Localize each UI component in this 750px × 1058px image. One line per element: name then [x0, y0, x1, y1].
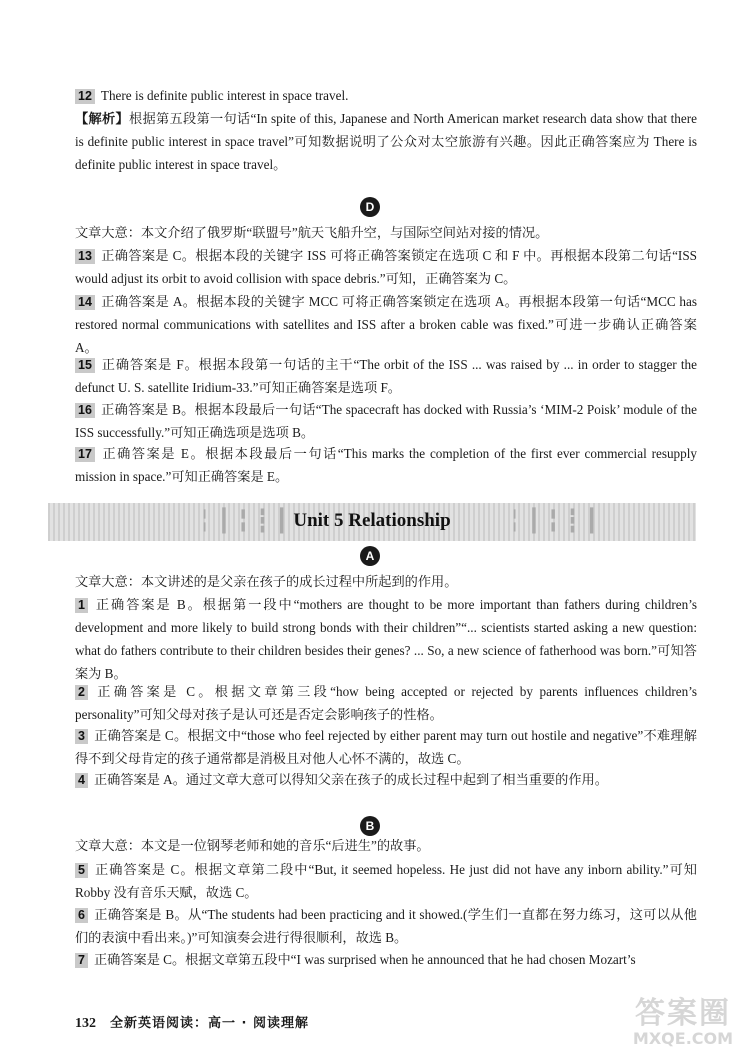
answer-text: 正确答案是 A。根据本段的关键字 MCC 可将正确答案锁定在选项 A。再根据本段第一句话“MCC has restored normal communications with satellites and ISS after a broken cable was fixed.”可进一步确认正确答案 A。 — [75, 294, 697, 355]
section-badge-b: B — [360, 816, 380, 836]
analysis-text: 根据第五段第一句话“In spite of this, Japanese and North American market research data show that there is definite public interest in space travel”可知数据说明了公众对太空旅游有兴趣。因此正确答案应为 There is definite public interest in space travel。 — [75, 111, 697, 172]
passage-d-summary: 文章大意：本文介绍了俄罗斯“联盟号”航天飞船升空，与国际空间站对接的情况。 — [75, 225, 549, 240]
question-number: 13 — [75, 249, 95, 264]
question-number: 1 — [75, 598, 88, 613]
unit-title: Unit 5 Relationship — [293, 510, 451, 531]
answer-item-1 — [75, 593, 697, 685]
answer-item-15 — [75, 353, 697, 399]
answer-item-2 — [75, 680, 697, 726]
banner-decoration: ╎┃╏┇┃ — [508, 509, 605, 534]
answer-item-7 — [75, 948, 697, 971]
answer-item-13 — [75, 244, 697, 290]
question-number: 12 — [75, 89, 95, 104]
section-badge-d: D — [360, 197, 380, 217]
answer-item-14 — [75, 290, 697, 359]
question-number: 14 — [75, 295, 95, 310]
passage-b-summary: 文章大意：本文是一位钢琴老师和她的音乐“后进生”的故事。 — [75, 838, 430, 853]
answer-item-3 — [75, 724, 697, 770]
question-number: 6 — [75, 908, 88, 923]
question-number: 3 — [75, 729, 88, 744]
question-number: 7 — [75, 953, 88, 968]
question-number: 17 — [75, 447, 95, 462]
answer-text: 正确答案是 B。从“The students had been practicing and it showed.(学生们一直都在努力练习，这可以从他们的表演中看出来。)”可知演奏会进行得很顺利，故选 B。 — [75, 907, 697, 945]
question-number: 4 — [75, 773, 88, 788]
answer-text: 正确答案是 E。根据本段最后一句话“This marks the completion of the first ever commercial resupply mission in space.”可知正确答案是 E。 — [75, 446, 697, 484]
answer-item-6 — [75, 903, 697, 949]
answer-text: 正确答案是 C。根据文章第五段中“I was surprised when he announced that he had chosen Mozart’s — [93, 952, 636, 967]
analysis-tag: 【解析】 — [75, 111, 130, 126]
page-number: 132 — [75, 1016, 96, 1031]
answer-item-4 — [75, 768, 697, 791]
answer-item-12 — [75, 84, 697, 107]
answer-text: 正确答案是 B。根据本段最后一句话“The spacecraft has docked with Russia’s ‘MIM-2 Poisk’ module of the ISS successfully.”可知正确选项是选项 B。 — [75, 402, 697, 440]
analysis-paragraph — [75, 107, 697, 176]
answer-text: There is definite public interest in space travel. — [100, 88, 349, 103]
passage-a-summary: 文章大意：本文讲述的是父亲在孩子的成长过程中所起到的作用。 — [75, 574, 458, 589]
watermark-line2: MXQE.COM — [632, 1029, 734, 1048]
watermark-logo — [624, 998, 742, 1054]
banner-decoration: ╎┃╏┇┃ — [198, 509, 295, 534]
question-number: 5 — [75, 863, 88, 878]
unit-banner — [48, 503, 696, 541]
answer-text: 正确答案是 C。根据本段的关键字 ISS 可将正确答案锁定在选项 C 和 F 中。再根据本段第二句话“ISS would adjust its orbit to avoid collision with space debris.”可知，正确答案为 C。 — [75, 248, 697, 286]
answer-item-16 — [75, 398, 697, 444]
answer-item-5 — [75, 858, 697, 904]
book-title: 全新英语阅读：高一 · 阅读理解 — [110, 1016, 309, 1031]
page-footer — [75, 1012, 675, 1032]
question-number: 15 — [75, 358, 95, 373]
question-number: 2 — [75, 685, 88, 700]
answer-text: 正确答案是 F。根据本段第一句话的主干“The orbit of the ISS ... was raised by ... in order to stagger the defunct U. S. satellite Iridium-33.”可知正确答案是选项 F。 — [75, 357, 697, 395]
answer-item-17 — [75, 442, 697, 488]
watermark-line1: 答案圈 — [635, 996, 731, 1031]
answer-text: 正确答案是 C。根据文章第三段“how being accepted or rejected by parents influences children’s personality”可知父母对孩子是认可还是否定会影响孩子的性格。 — [75, 684, 697, 722]
answer-text: 正确答案是 B。根据第一段中“mothers are thought to be more important than fathers during children’s development and more likely to build strong bonds with their children”“... scientists started asking a new question: what do fathers contribute to their children besides their genes? ... So, a new science of fatherhood was born.”可知答案为 B。 — [75, 597, 697, 681]
answer-text: 正确答案是 C。根据文章第二段中“But, it seemed hopeless. He just did not have any inborn ability.”可知 Robby 没有音乐天赋，故选 C。 — [75, 862, 697, 900]
answer-text: 正确答案是 C。根据文中“those who feel rejected by either parent may turn out hostile and negative”不难理解得不到父母肯定的孩子通常都是消极且对他人心怀不满的，故选 C。 — [75, 728, 697, 766]
section-badge-a: A — [360, 546, 380, 566]
question-number: 16 — [75, 403, 95, 418]
answer-text: 正确答案是 A。通过文章大意可以得知父亲在孩子的成长过程中起到了相当重要的作用。 — [93, 772, 608, 787]
